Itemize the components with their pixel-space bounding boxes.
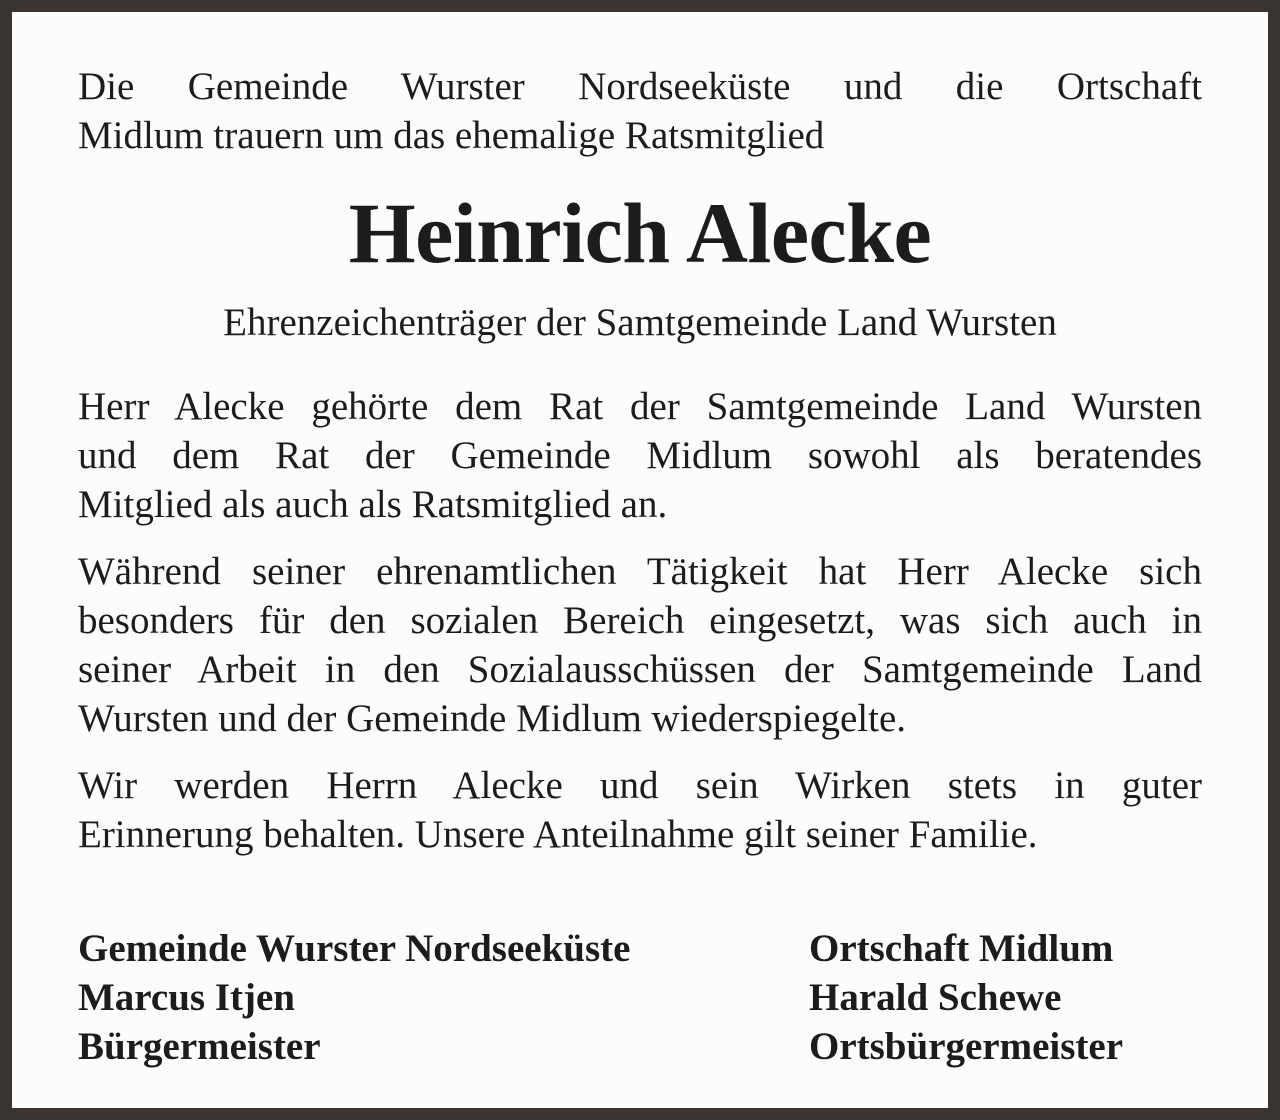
- signature-person: Harald Schewe: [809, 976, 1062, 1019]
- paragraph-line: Herr Alecke gehörte dem Rat der Samtgemeinde Land Wursten: [78, 385, 1202, 428]
- deceased-name: Heinrich Alecke: [348, 185, 932, 281]
- paragraph-line: Erinnerung behalten. Unsere Anteilnahme gilt seiner Familie.: [78, 813, 1038, 856]
- signature-role: Ortsbürgermeister: [809, 1025, 1124, 1068]
- intro-text: [78, 62, 1202, 160]
- signature-left: [78, 924, 630, 1071]
- signature-person: Marcus Itjen: [78, 976, 295, 1019]
- signature-organization: Gemeinde Wurster Nordseeküste: [78, 927, 631, 970]
- paragraph-line: Wir werden Herrn Alecke und sein Wirken stets in guter: [78, 764, 1202, 807]
- paragraph-line: besonders für den sozialen Bereich eingesetzt, was sich auch in: [78, 599, 1202, 642]
- paragraph-remembrance: [78, 761, 1202, 859]
- paragraph-council-membership: [78, 382, 1202, 529]
- obituary-content: [78, 62, 1202, 859]
- intro-line: Midlum trauern um das ehemalige Ratsmitglied: [78, 114, 825, 157]
- paragraph-line: Mitglied als auch als Ratsmitglied an.: [78, 483, 668, 526]
- paragraph-line: Wursten und der Gemeinde Midlum wiederspiegelte.: [78, 697, 907, 740]
- intro-line: Die Gemeinde Wurster Nordseeküste und die Ortschaft: [78, 65, 1202, 108]
- signature-right: [809, 924, 1123, 1071]
- signature-role: Bürgermeister: [78, 1025, 321, 1068]
- paragraph-line: seiner Arbeit in den Sozialausschüssen der Samtgemeinde Land: [78, 648, 1202, 691]
- signature-organization: Ortschaft Midlum: [809, 927, 1114, 970]
- honor-subtitle: Ehrenzeichenträger der Samtgemeinde Land Wursten: [223, 301, 1057, 344]
- paragraph-social-work: [78, 547, 1202, 743]
- paragraph-line: und dem Rat der Gemeinde Midlum sowohl als beratendes: [78, 434, 1202, 477]
- paragraph-line: Während seiner ehrenamtlichen Tätigkeit hat Herr Alecke sich: [78, 550, 1202, 593]
